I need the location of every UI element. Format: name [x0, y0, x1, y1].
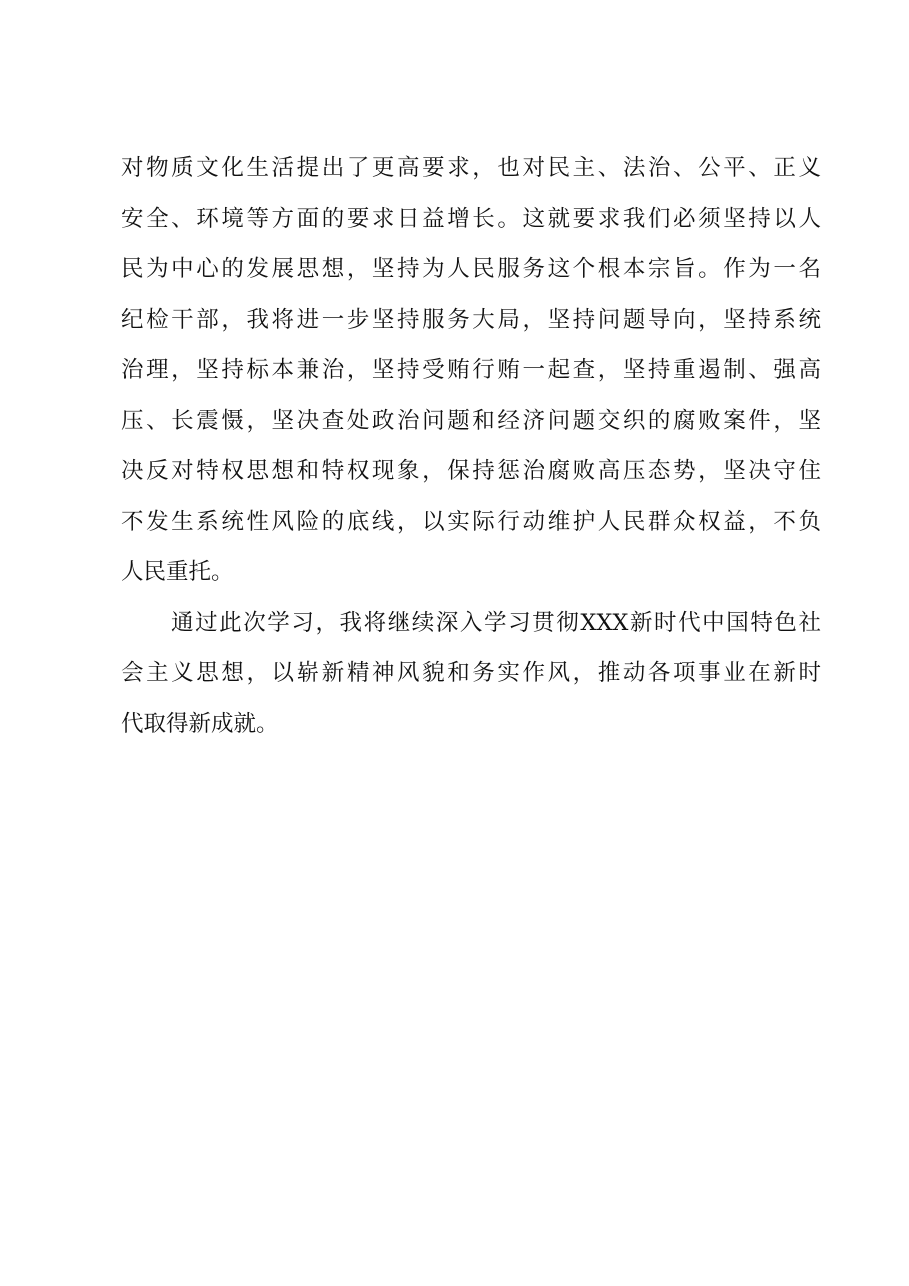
text-line: 会主义思想，以崭新精神风貌和务实作风，推动各项事业在新时 — [121, 660, 821, 686]
paragraph-2 — [121, 598, 821, 750]
text-line: 对物质文化生活提出了更高要求，也对民主、法治、公平、正义 — [121, 155, 821, 181]
text-line: 民为中心的发展思想，坚持为人民服务这个根本宗旨。作为一名 — [121, 256, 821, 282]
text-line: 纪检干部，我将进一步坚持服务大局，坚持问题导向，坚持系统 — [121, 306, 821, 333]
text-line: 压、长震慑，坚决查处政治问题和经济问题交织的腐败案件，坚 — [121, 407, 821, 434]
text-line: 治理，坚持标本兼治，坚持受贿行贿一起查，坚持重遏制、强高 — [121, 357, 821, 383]
document-body — [121, 143, 821, 749]
text-line: 代取得新成就。 — [121, 710, 279, 737]
text-line: 通过此次学习，我将继续深入学习贯彻XXX新时代中国特色社 — [171, 609, 821, 636]
paragraph-1 — [121, 143, 821, 598]
text-line: 安全、环境等方面的要求日益增长。这就要求我们必须坚持以人 — [121, 205, 821, 232]
text-line: 人民重托。 — [121, 559, 234, 585]
text-line: 不发生系统性风险的底线，以实际行动维护人民群众权益，不负 — [121, 508, 821, 535]
text-line: 决反对特权思想和特权现象，保持惩治腐败高压态势，坚决守住 — [121, 458, 821, 484]
